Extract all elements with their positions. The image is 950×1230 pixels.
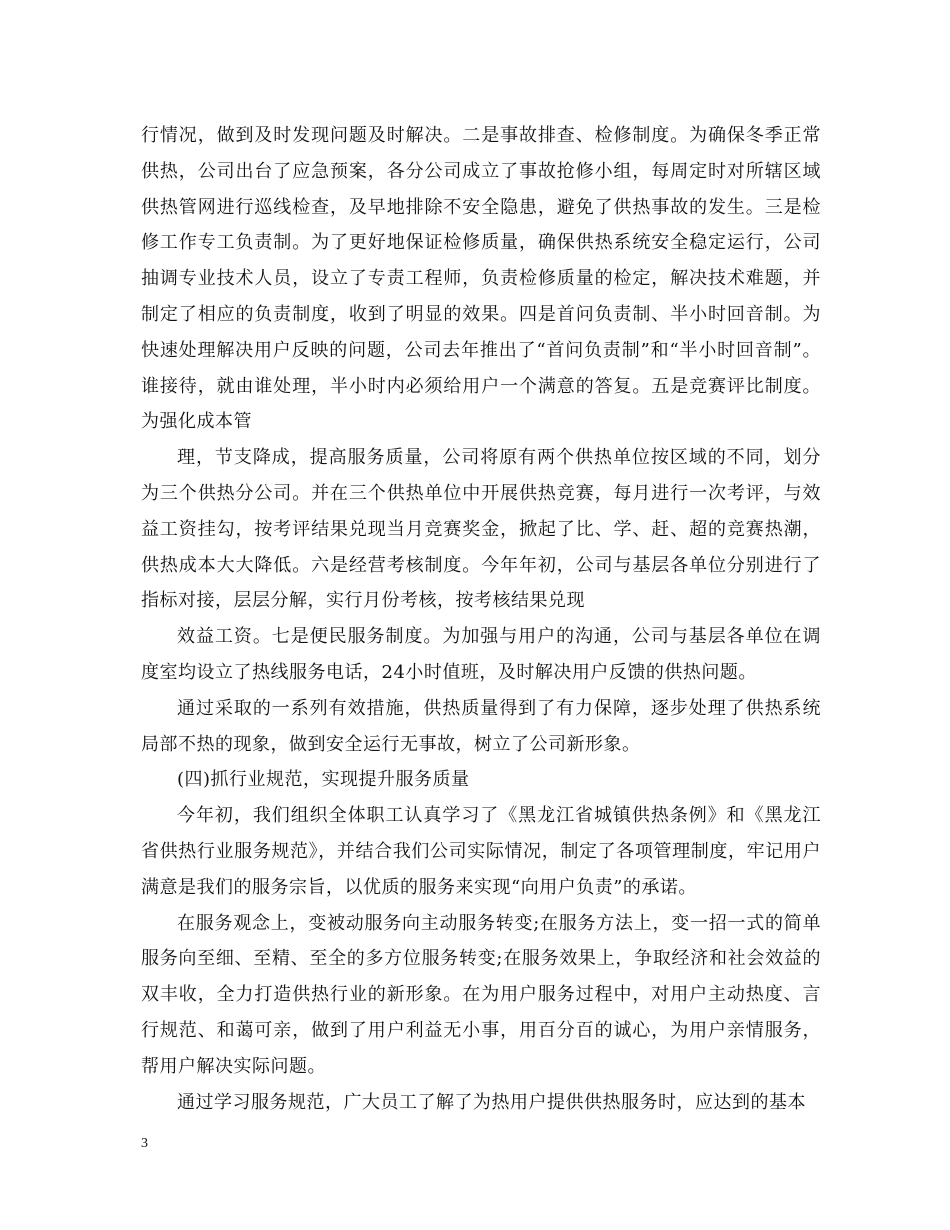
paragraph: 今年初，我们组织全体职工认真学习了《黑龙江省城镇供热条例》和《黑龙江省供热行业服务规范》，并结合我们公司实际情况，制定了各项管理制度，牢记用户满意是我们的服务宗旨，以优质的服务来实现“向用户负责”的承诺。 [141, 805, 821, 898]
document-body [141, 118, 821, 1120]
paragraph-continued: 行情况，做到及时发现问题及时解决。二是事故排查、检修制度。为确保冬季正常供热，公司出台了应急预案，各分公司成立了事故抢修小组，每周定时对所辖区域供热管网进行巡线检查，及早地排除不安全隐患，避免了供热事故的发生。三是检修工作专工负责制。为了更好地保证检修质量，确保供热系统安全稳定运行，公司抽调专业技术人员，设立了专责工程师，负责检修质量的检定，解决技术难题，并制定了相应的负责制度，收到了明显的效果。四是首问负责制、半小时回音制。为快速处理解决用户反映的问题，公司去年推出了“首问负责制”和“半小时回音制”。谁接待，就由谁处理，半小时内必须给用户一个满意的答复。五是竞赛评比制度。为强化成本管 [141, 125, 821, 433]
paragraph: 通过学习服务规范，广大员工了解了为热用户提供供热服务时，应达到的基本 [177, 1091, 806, 1113]
page-number: 3 [141, 1136, 148, 1151]
paragraph: 在服务观念上，变被动服务向主动服务转变;在服务方法上，变一招一式的简单服务向至细、至精、至全的多方位服务转变;在服务效果上，争取经济和社会效益的双丰收，全力打造供热行业的新形象。在为用户服务过程中，对用户主动热度、言行规范、和蔼可亲，做到了用户利益无小事，用百分百的诚心，为用户亲情服务，帮用户解决实际问题。 [141, 912, 821, 1077]
section-heading: (四)抓行业规范，实现提升服务质量 [177, 769, 470, 791]
paragraph: 理，节支降成，提高服务质量，公司将原有两个供热单位按区域的不同，划分为三个供热分公司。并在三个供热单位中开展供热竞赛，每月进行一次考评，与效益工资挂勾，按考评结果兑现当月竞赛奖金，掀起了比、学、赶、超的竞赛热潮，供热成本大大降低。六是经营考核制度。今年年初，公司与基层各单位分别进行了指标对接，层层分解，实行月份考核，按考核结果兑现 [141, 447, 821, 612]
paragraph: 通过采取的一系列有效措施，供热质量得到了有力保障，逐步处理了供热系统局部不热的现象，做到安全运行无事故，树立了公司新形象。 [141, 697, 821, 755]
paragraph: 效益工资。七是便民服务制度。为加强与用户的沟通，公司与基层各单位在调度室均设立了热线服务电话，24小时值班，及时解决用户反馈的供热问题。 [141, 626, 821, 683]
